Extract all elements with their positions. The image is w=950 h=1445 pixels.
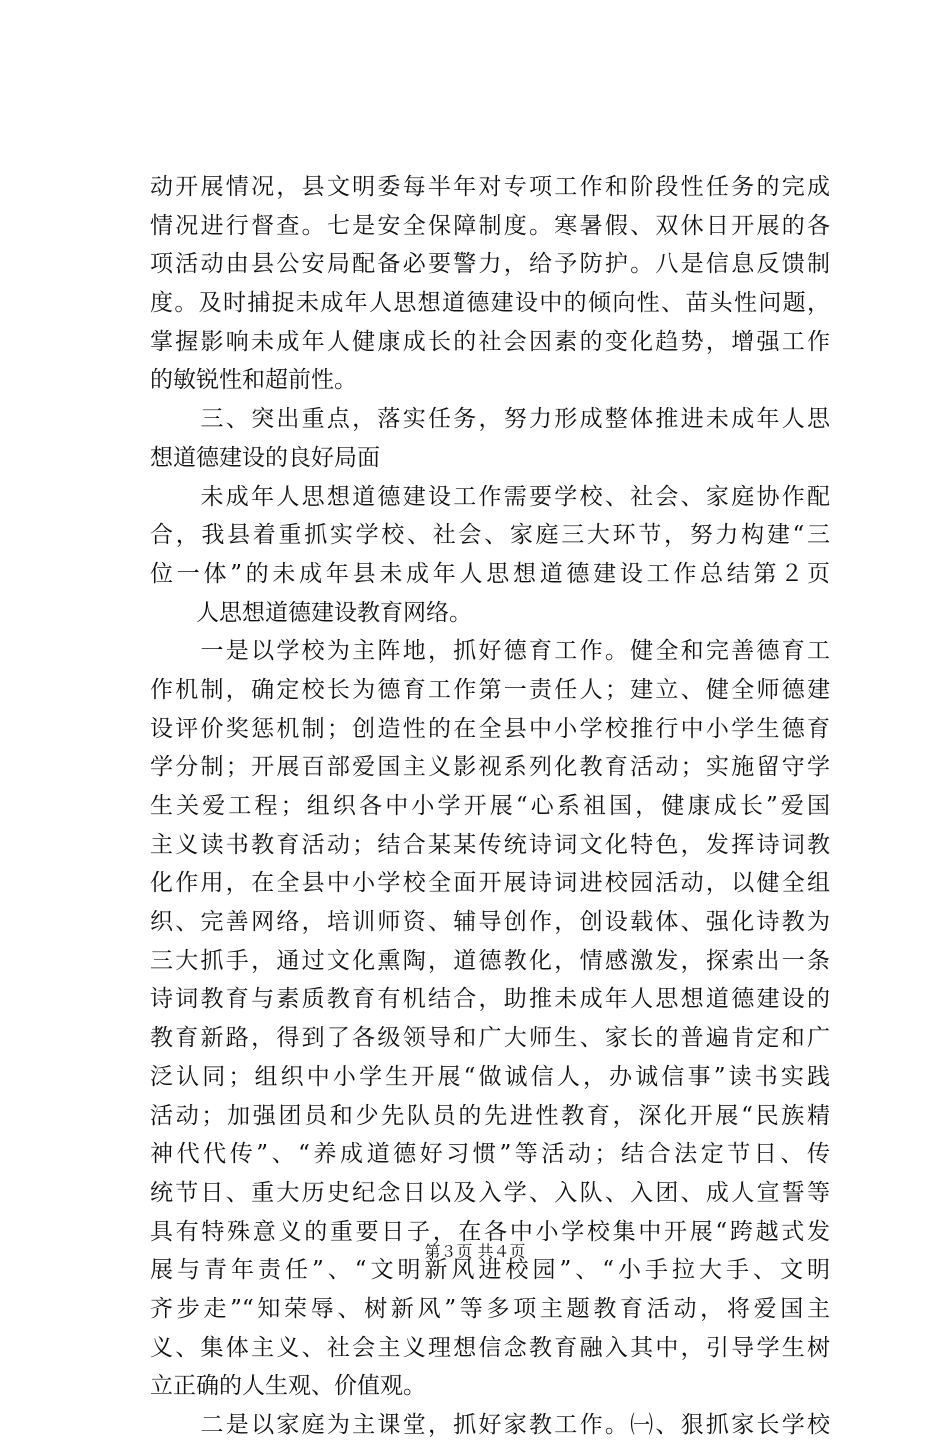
text-line: 二是以家庭为主课堂，抓好家教工作。㈠、狠抓家长学校: [150, 1412, 830, 1438]
text-line: 度。及时捕捉未成年人思想道德建设中的倾向性、苗头性问题，: [150, 290, 830, 317]
text-line: 教育新路，得到了各级领导和广大师生、家长的普遍肯定和广: [150, 1025, 830, 1052]
text-line: 活动；加强团员和少先队员的先进性教育，深化开展“民族精: [150, 1102, 830, 1129]
text-line: 三大抓手，通过文化熏陶，道德教化，情感激发，探索出一条: [150, 947, 830, 974]
text-line: 统节日、重大历史纪念日以及入学、入队、入团、成人宣誓等: [150, 1179, 830, 1206]
text-line: 展与青年责任”、“文明新风进校园”、“小手拉大手、文明: [150, 1257, 830, 1284]
text-line: 义、集体主义、社会主义理想信念教育融入其中，引导学生树: [150, 1334, 830, 1361]
text-line: 人思想道德建设教育网络。: [150, 599, 472, 626]
text-line: 想道德建设的良好局面: [150, 444, 380, 471]
text-line: 齐步走”“知荣辱、树新风”等多项主题教育活动，将爱国主: [150, 1295, 830, 1322]
text-line: 的敏锐性和超前性。: [150, 367, 357, 394]
text-line: 作机制，确定校长为德育工作第一责任人；建立、健全师德建: [150, 676, 830, 703]
text-line: 主义读书教育活动；结合某某传统诗词文化特色，发挥诗词教: [150, 831, 830, 858]
text-line: 学分制；开展百部爱国主义影视系列化教育活动；实施留守学: [150, 754, 830, 781]
text-line: 泛认同；组织中小学生开展“做诚信人，办诚信事”读书实践: [150, 1063, 830, 1090]
text-line: 掌握影响未成年人健康成长的社会因素的变化趋势，增强工作: [150, 328, 830, 355]
text-line: 项活动由县公安局配备必要警力，给予防护。八是信息反馈制: [150, 251, 830, 278]
page-footer: 第３页 共４页: [424, 1242, 526, 1261]
text-line: 三、突出重点，落实任务，努力形成整体推进未成年人思: [150, 406, 830, 433]
text-line: 情况进行督查。七是安全保障制度。寒暑假、双休日开展的各: [150, 212, 830, 239]
text-line: 生关爱工程；组织各中小学开展“心系祖国，健康成长”爱国: [150, 793, 830, 819]
text-line: 诗词教育与素质教育有机结合，助推未成年人思想道德建设的: [150, 986, 830, 1013]
text-line: 织、完善网络，培训师资、辅导创作，创设载体、强化诗教为: [150, 909, 830, 936]
text-line: 化作用，在全县中小学校全面开展诗词进校园活动，以健全组: [150, 870, 830, 897]
text-line: 一是以学校为主阵地，抓好德育工作。健全和完善德育工: [150, 638, 830, 665]
text-line: 具有特殊意义的重要日子，在各中小学校集中开展“跨越式发: [150, 1218, 830, 1245]
text-line: 动开展情况，县文明委每半年对专项工作和阶段性任务的完成: [150, 174, 830, 200]
text-line: 位一体”的未成年县未成年人思想道德建设工作总结第２页: [150, 560, 830, 587]
text-line: 立正确的人生观、价值观。: [150, 1373, 426, 1400]
text-line: 合，我县着重抓实学校、社会、家庭三大环节，努力构建“三: [150, 522, 830, 549]
text-line: 未成年人思想道德建设工作需要学校、社会、家庭协作配: [150, 483, 830, 510]
text-line: 设评价奖惩机制；创造性的在全县中小学校推行中小学生德育: [150, 715, 830, 742]
text-line: 神代代传”、“养成道德好习惯”等活动；结合法定节日、传: [150, 1141, 830, 1168]
